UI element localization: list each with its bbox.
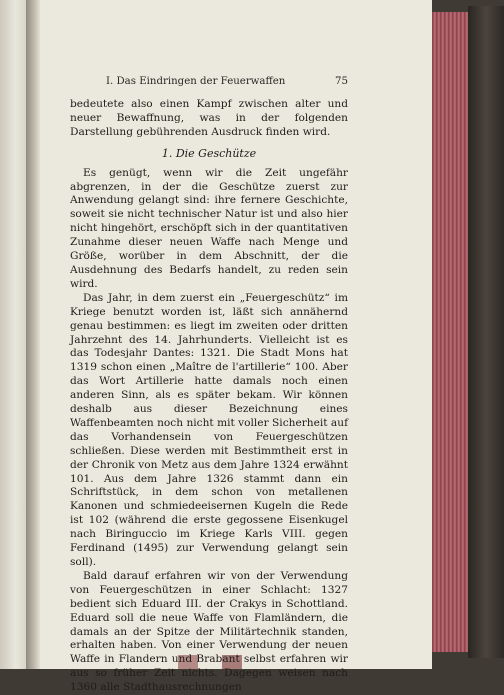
page-edge-stack [432, 12, 468, 652]
running-header [70, 76, 348, 92]
page-number: 75 [335, 76, 348, 87]
paragraph: Bald darauf erfahren wir von der Verwendung von Feuergeschützen in einer Schlacht: 1327 bedient sich Eduard III. der Crakys in Schottland. Eduard soll die neue Waffe von Flamländern, die damals an der Spitze der Militärtechnik standen, erhalten haben. Von einer Verwendung der neuen Waffe in Flandern und Brabant selbst erfahren wir aus so früher Zeit nichts. Dagegen weisen nach 1360 alle Stadthausrechnungen [70, 569, 348, 694]
body-text [70, 98, 348, 695]
left-page-edge [0, 0, 26, 669]
paragraph: bedeutete also einen Kampf zwischen alter und neuer Bewaffnung, was in der folgenden Darstellung gebührenden Ausdruck finden wird. [70, 98, 348, 138]
book-gutter [26, 0, 40, 669]
running-header-title: I. Das Eindringen der Feuerwaffen [106, 76, 286, 87]
paragraph: Das Jahr, in dem zuerst ein „Feuergeschütz“ im Kriege benutzt worden ist, läßt sich annähernd genau bestimmen: es liegt im zweiten oder dritten Jahrzehnt des 14. Jahrhunderts. Vielleicht ist es das Todesjahr Dantes: 1321. Die Stadt Mons hat 1319 schon einen „Maître de l'artillerie“ 100. Aber das Wort Artillerie hatte damals noch einen anderen Sinn, als es später bekam. Wir können deshalb aus dieser Bezeichnung eines Waffenbeamten noch nicht mit voller Sicherheit auf das Vorhandensein von Feuergeschützen schließen. Diese werden mit Bestimmtheit erst in der Chronik von Metz aus dem Jahre 1324 erwähnt 101. Aus dem Jahre 1326 stammt dann ein Schriftstück, in dem schon von metallenen Kanonen und schmiedeeisernen Kugeln die Rede ist 102 (während die erste gegossene Eisenkugel nach Biringuccio im Kriege Karls VIII. gegen Ferdinand (1495) zur Verwendung gelangt sein soll). [70, 291, 348, 568]
section-heading: 1. Die Geschütze [161, 146, 257, 160]
book-cover [468, 6, 504, 658]
paragraph: Es genügt, wenn wir die Zeit ungefähr abgrenzen, in der die Geschütze zuerst zur Anwendung gelangt sind: ihre fernere Geschichte, soweit sie nicht technischer Natur ist und also hier nicht hingehört, erschöpft sich in der quantitativen Zunahme dieser neuen Waffe nach Menge und Größe, worüber in dem Abschnitt, der die Ausdehnung des Bedarfs handelt, zu reden sein wird. [70, 166, 348, 290]
